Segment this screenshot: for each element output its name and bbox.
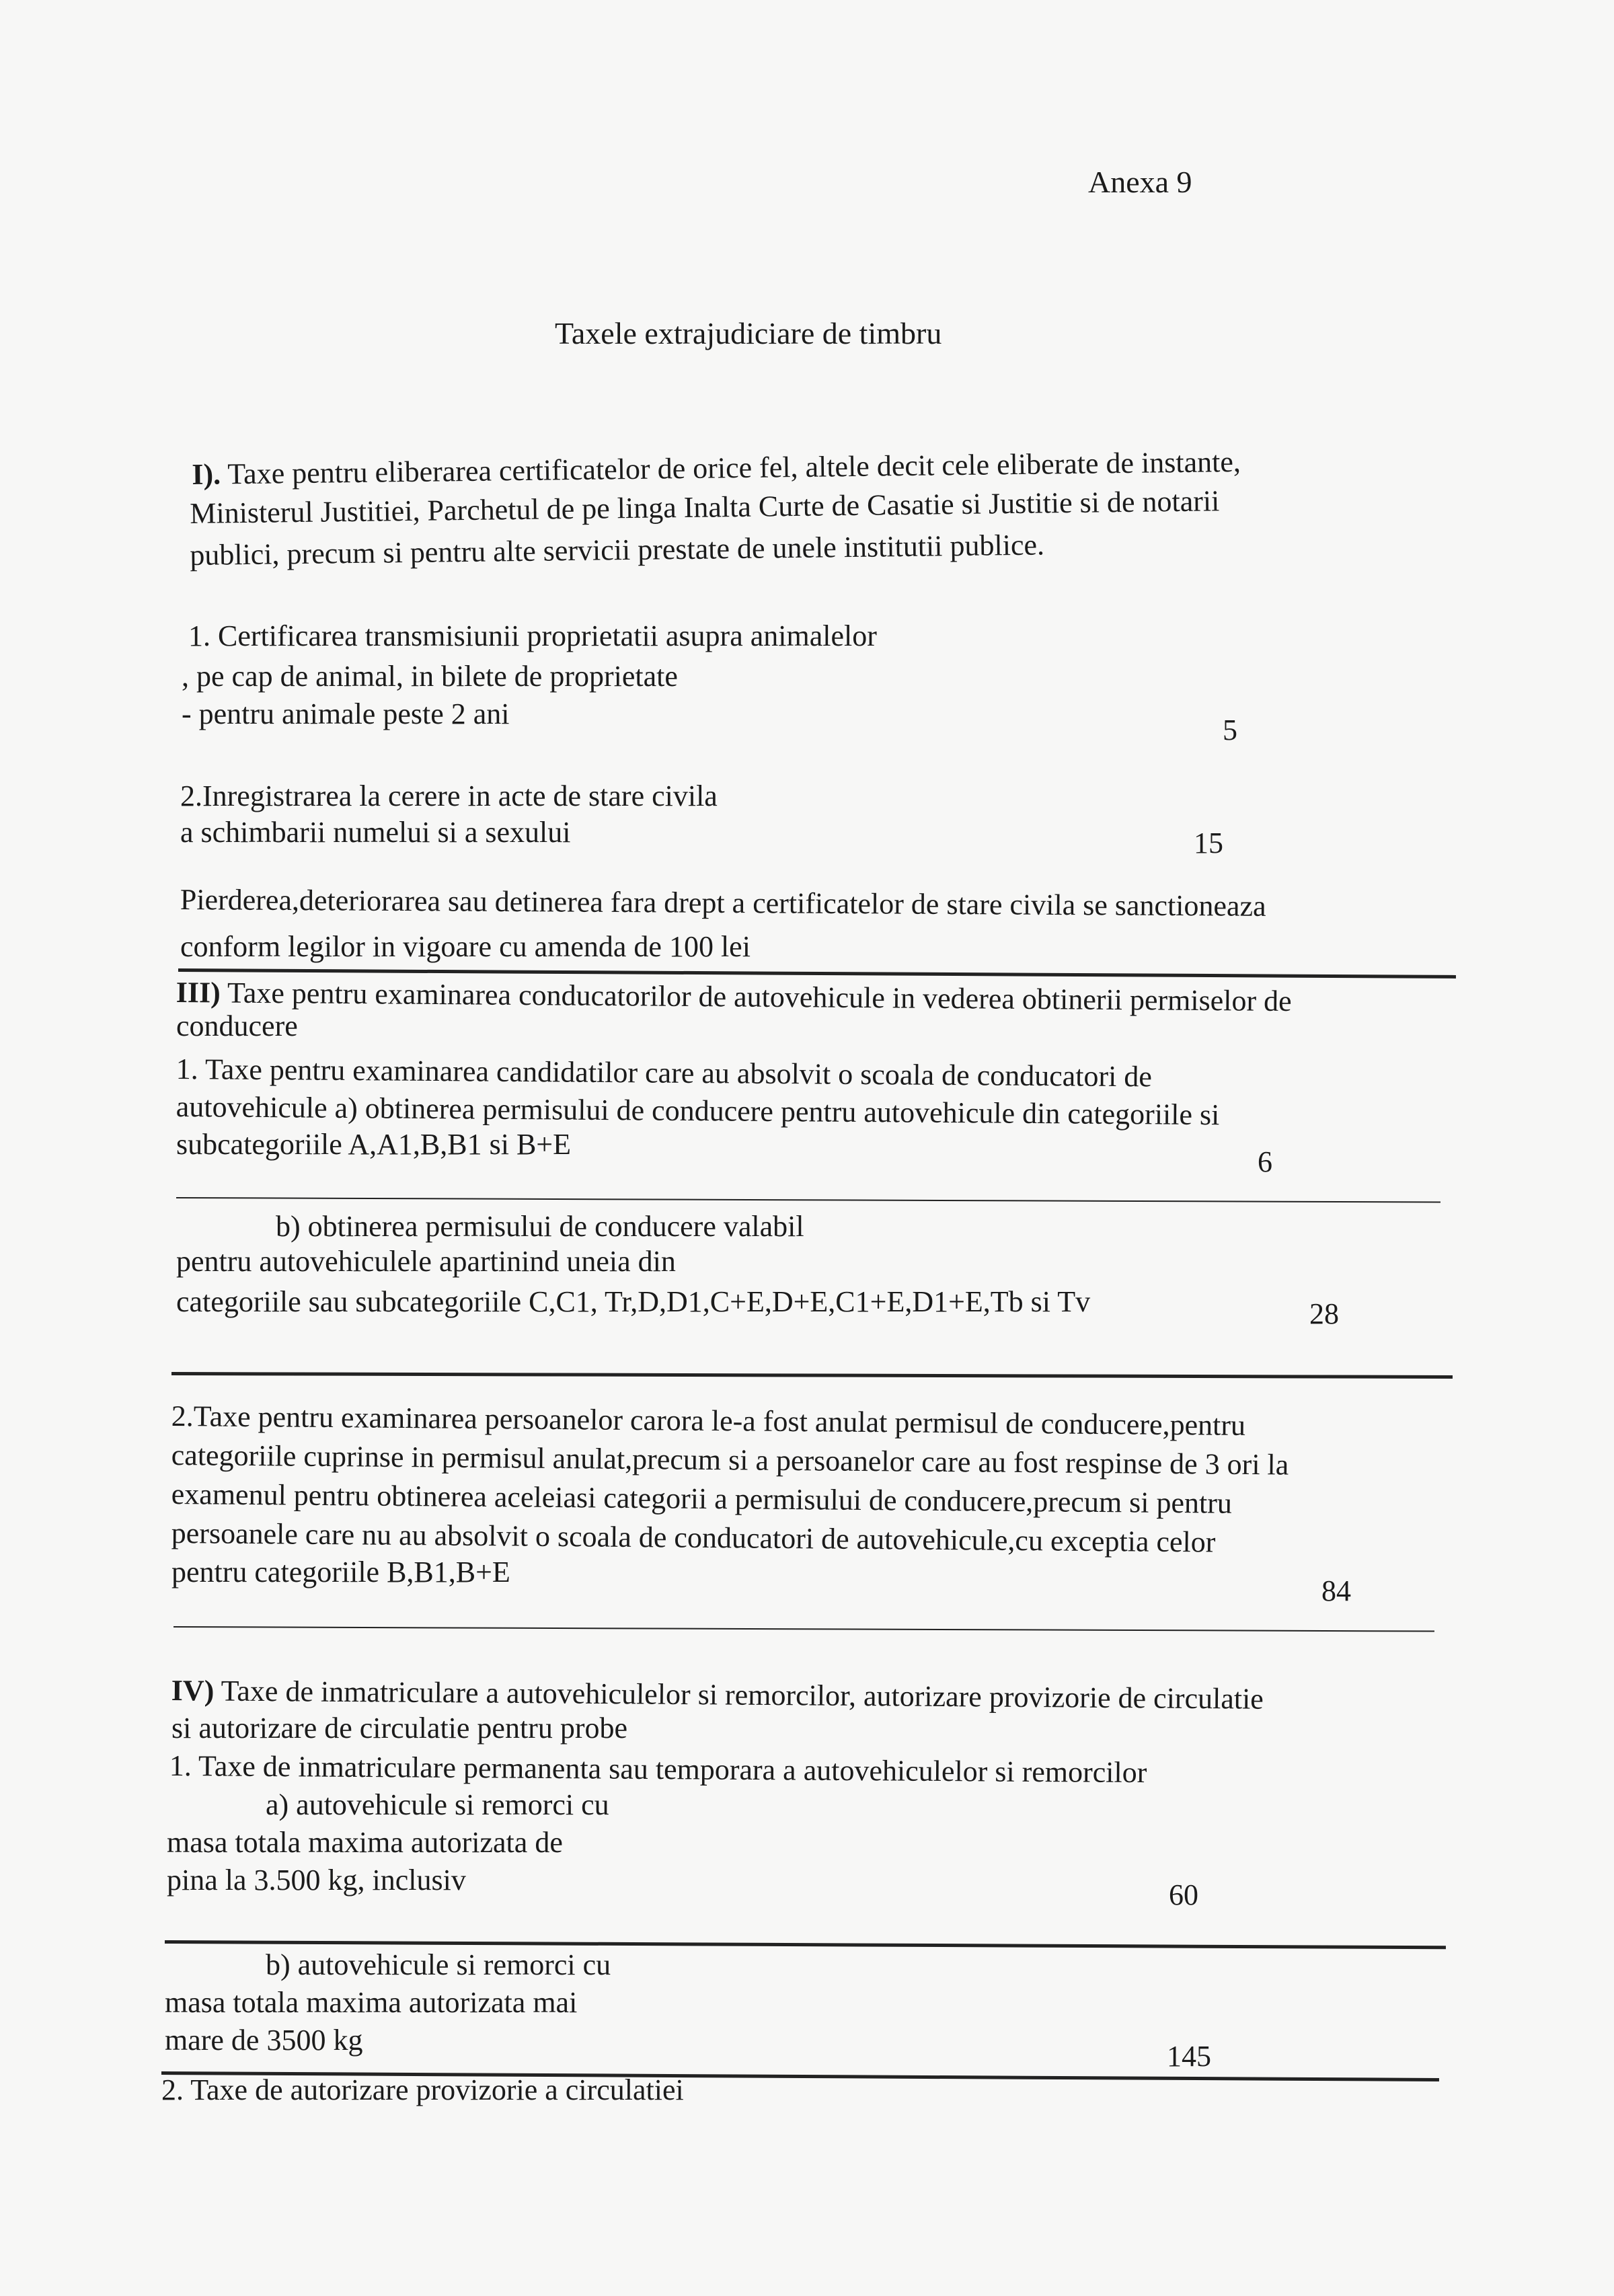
section-4-item-1b-value: 145 xyxy=(1167,2040,1211,2073)
section-3-item-1b-line-3: categoriile sau subcategoriile C,C1, Tr,D,D1,C+E,D+E,C1+E,D1+E,Tb si Tv xyxy=(176,1285,1091,1318)
section-3-item-1b-line-2: pentru autovehiculele apartinind uneia din xyxy=(176,1245,676,1278)
section-4-item-2-title: 2. Taxe de autorizare provizorie a circulatiei xyxy=(161,2073,684,2106)
section-3-item-1-value: 6 xyxy=(1258,1145,1272,1178)
section-1-note-line-1: Pierderea,deteriorarea sau detinerea fara drept a certificatelor de stare civila se sanctioneaza xyxy=(180,883,1266,923)
section-3-item-1-line-2: autovehicule a) obtinerea permisului de conducere pentru autovehicule din categoriile si xyxy=(176,1090,1220,1132)
annex-label: Anexa 9 xyxy=(1088,165,1192,199)
section-1-item-2-line-1: 2.Inregistrarea la cerere in acte de stare civila xyxy=(180,779,718,812)
section-1-heading-text: Taxe pentru eliberarea certificatelor de orice fel, altele decit cele eliberate de instante, xyxy=(227,445,1241,491)
section-3-item-1b-value: 28 xyxy=(1309,1297,1339,1330)
section-3-item-1-separator xyxy=(176,1197,1440,1203)
section-1-heading-line-3: publici, precum si pentru alte servicii prestate de unele institutii publice. xyxy=(190,528,1045,572)
section-3-item-1-line-1: 1. Taxe pentru examinarea candidatilor care au absolvit o scoala de conducatori de xyxy=(176,1053,1153,1094)
section-3-heading-text: Taxe pentru examinarea conducatorilor de autovehicule in vederea obtinerii permiselor de xyxy=(227,976,1292,1018)
section-3-item-2-line-3: examenul pentru obtinerea aceleiasi categorii a permisului de conducere,precum si pentru xyxy=(171,1478,1233,1520)
section-3-item-1b-line-1: b) obtinerea permisului de conducere valabil xyxy=(276,1210,804,1243)
section-1-item-1-line-3: - pentru animale peste 2 ani xyxy=(182,697,510,730)
section-1-item-1-line-1: 1. Certificarea transmisiunii proprietatii asupra animalelor xyxy=(188,619,877,652)
section-3-item-2-separator xyxy=(174,1626,1434,1632)
section-3-roman: III) xyxy=(176,976,221,1009)
section-3-heading-line-2: conducere xyxy=(176,1009,298,1042)
section-3-item-2-line-1: 2.Taxe pentru examinarea persoanelor carora le-a fost anulat permisul de conducere,pentru xyxy=(171,1400,1246,1442)
section-1-roman: I). xyxy=(192,457,221,491)
section-4-item-1a-line-2: masa totala maxima autorizata de xyxy=(167,1826,563,1859)
section-1-item-1-value: 5 xyxy=(1223,714,1237,747)
section-3-item-1b-separator xyxy=(171,1372,1453,1379)
section-3-heading-line-1 xyxy=(176,975,1292,1019)
section-4-heading-text: Taxe de inmatriculare a autovehiculelor si remorcilor, autorizare provizorie de circulatie xyxy=(221,1674,1264,1716)
section-4-item-1a-line-3: pina la 3.500 kg, inclusiv xyxy=(167,1864,466,1897)
section-3-item-2-value: 84 xyxy=(1321,1574,1351,1607)
section-3-item-2-line-2: categoriile cuprinse in permisul anulat,precum si a persoanelor care au fost respinse de 3 ori la xyxy=(171,1439,1289,1482)
section-1-item-2-value: 15 xyxy=(1194,827,1223,859)
section-3-item-1-line-3: subcategoriile A,A1,B,B1 si B+E xyxy=(176,1128,571,1161)
section-4-item-1b-line-2: masa totala maxima autorizata mai xyxy=(165,1986,578,2019)
section-3-item-2-line-5: pentru categoriile B,B1,B+E xyxy=(171,1556,510,1589)
section-4-item-1-title: 1. Taxe de inmatriculare permanenta sau temporara a autovehiculelor si remorcilor xyxy=(169,1749,1147,1790)
section-4-roman: IV) xyxy=(171,1674,215,1708)
section-4-heading-line-2: si autorizare de circulatie pentru probe xyxy=(171,1712,628,1745)
section-1-item-2-line-2: a schimbarii numelui si a sexului xyxy=(180,816,571,849)
section-4-item-1b-line-1: b) autovehicule si remorci cu xyxy=(266,1948,611,1981)
section-1-heading-line-2: Ministerul Justitiei, Parchetul de pe linga Inalta Curte de Casatie si Justitie si de notarii xyxy=(190,484,1220,530)
section-1-note-line-2: conform legilor in vigoare cu amenda de 100 lei xyxy=(180,930,751,963)
page-title: Taxele extrajudiciare de timbru xyxy=(555,316,942,350)
section-4-item-1a-line-1: a) autovehicule si remorci cu xyxy=(266,1788,609,1821)
section-1-item-1-line-2: , pe cap de animal, in bilete de proprietate xyxy=(182,660,678,693)
section-4-item-1b-line-3: mare de 3500 kg xyxy=(165,2024,363,2057)
section-3-item-2-line-4: persoanele care nu au absolvit o scoala de conducatori de autovehicule,cu exceptia celor xyxy=(171,1517,1216,1559)
section-4-item-1a-value: 60 xyxy=(1169,1878,1198,1911)
